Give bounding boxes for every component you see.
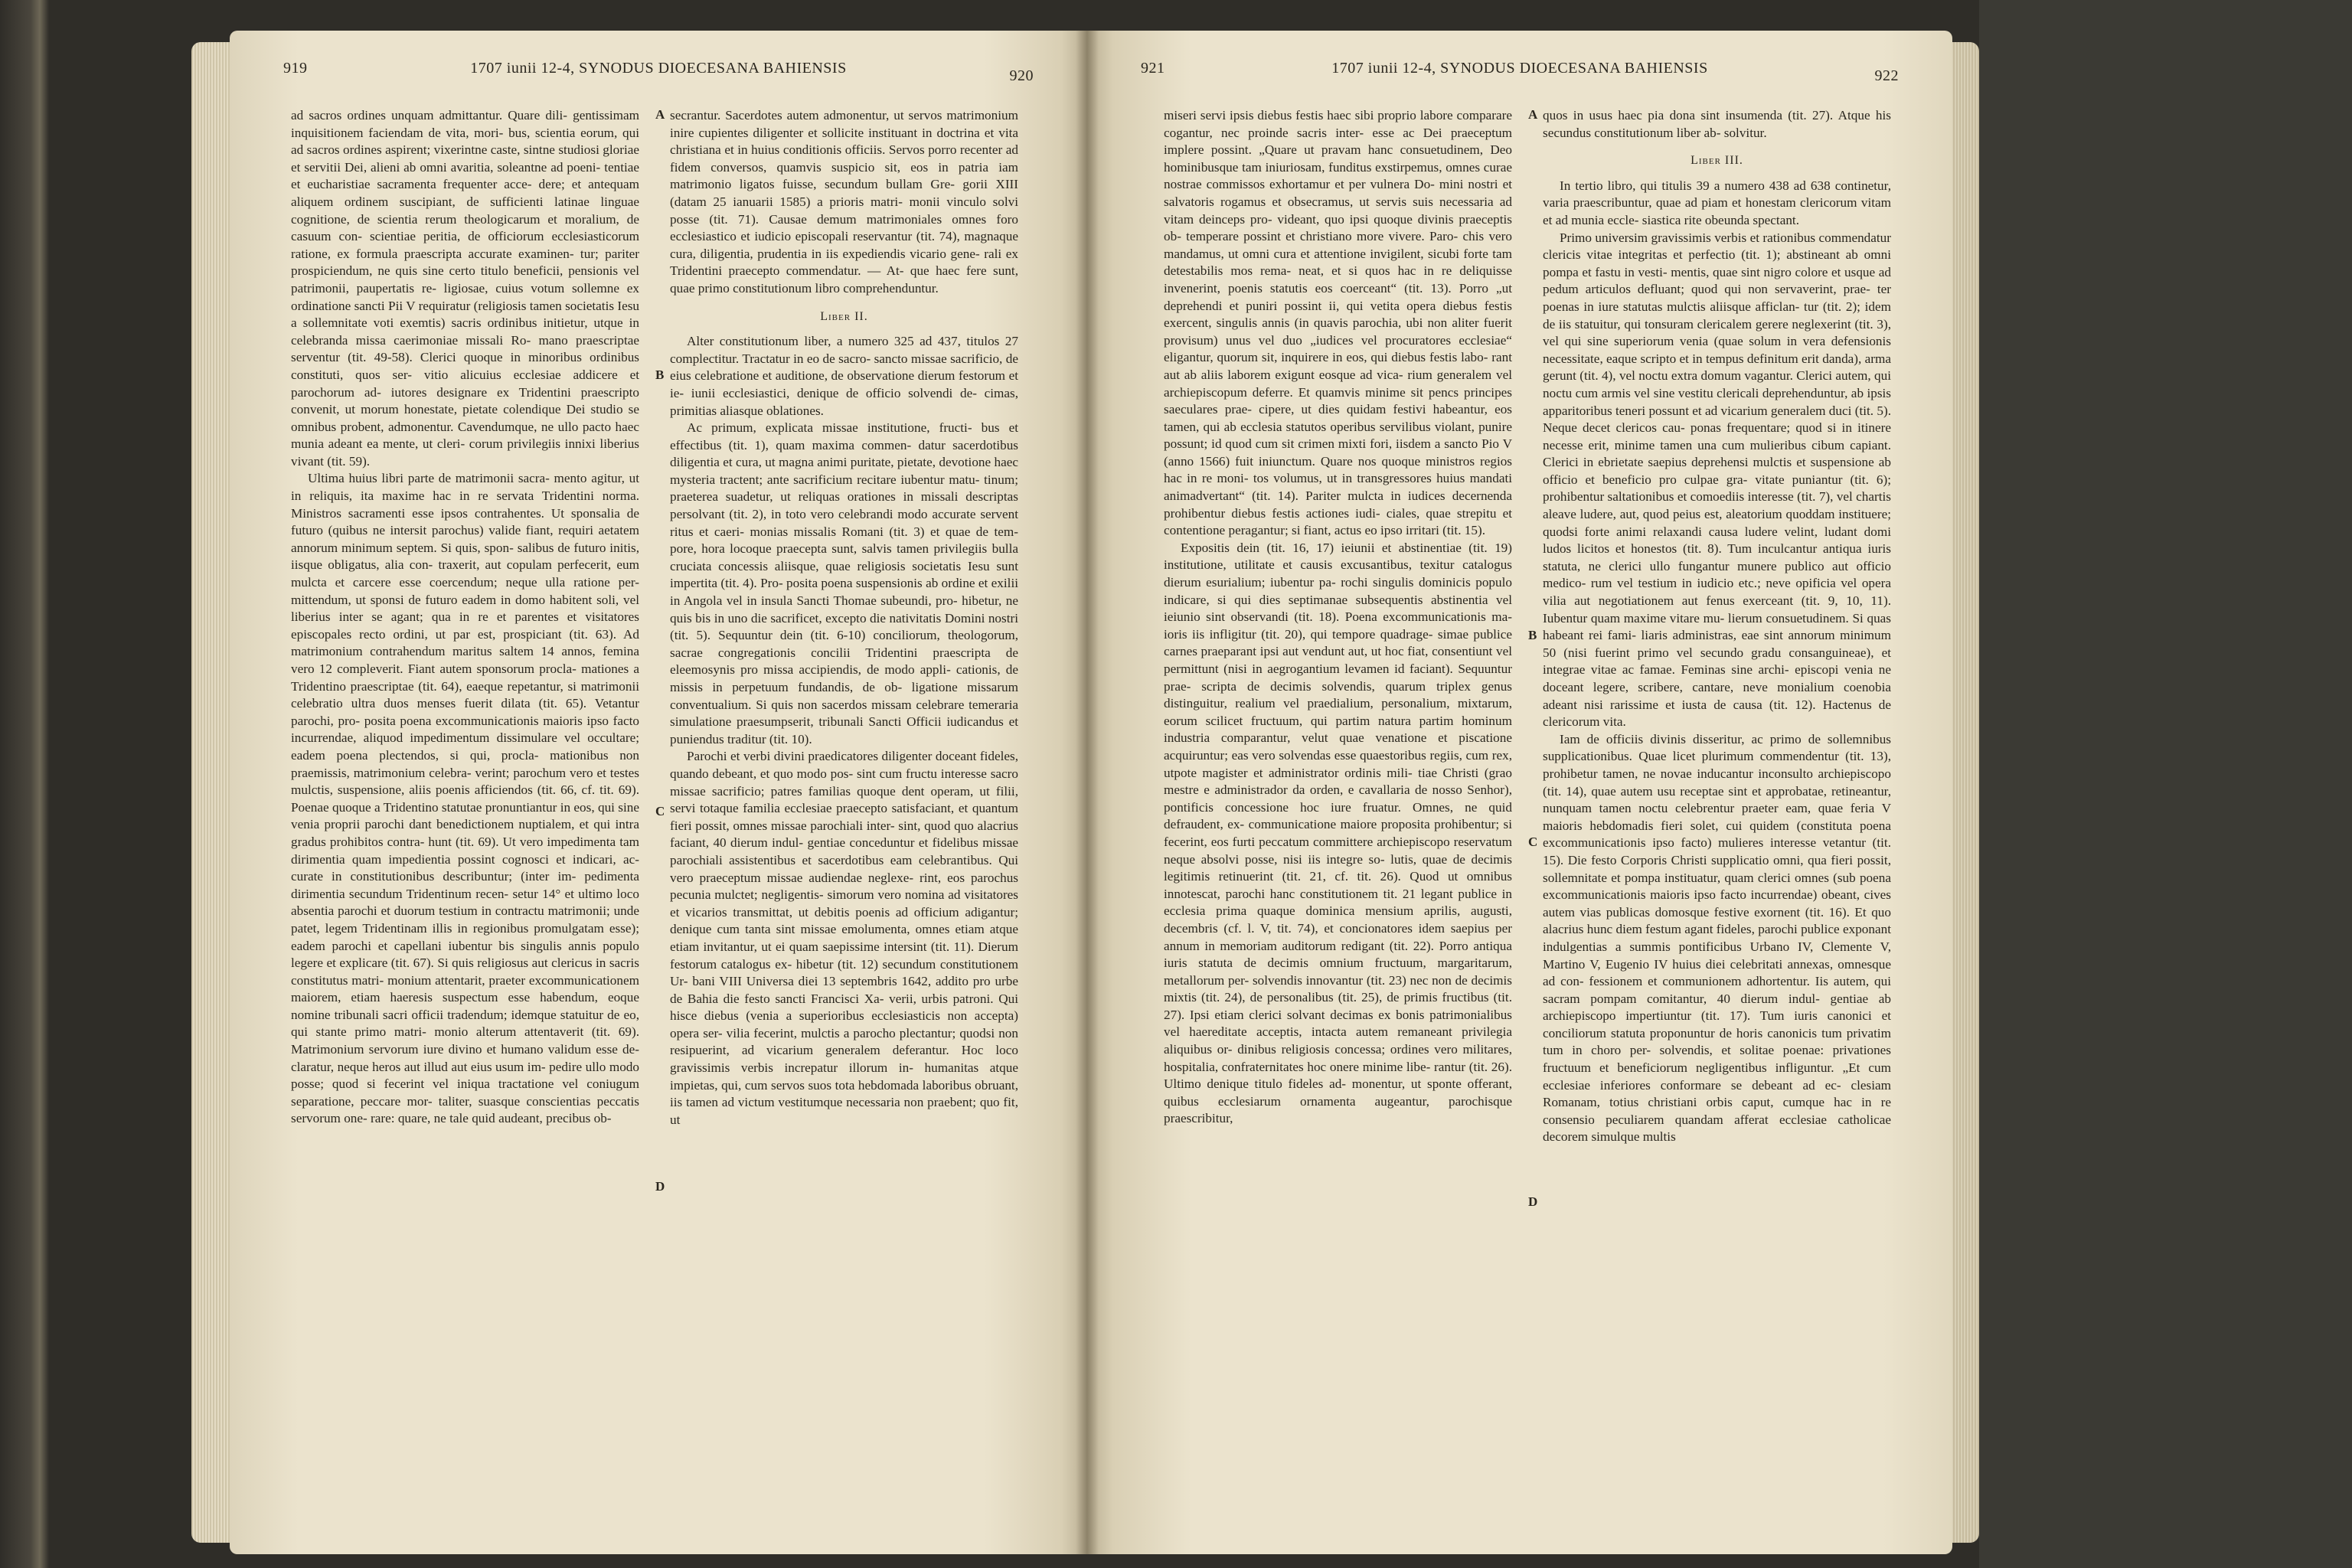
right-page (1087, 31, 1952, 1554)
page-number: 921 (1141, 60, 1165, 77)
paragraph: Iam de officiis divinis disseritur, ac primo de sollemnibus supplicationibus. Quae licet plurimum commendentur (tit. 13), prohibetur tamen, ne novae inducantur inconsulto archiepiscopo (tit. 14), quae autem usu receptae sint et approbatae, retineantur, nunquam tamen noctu celebrentur praeter eam, quae feria V maioris hebdomadis fieri solet, cui quidem (constituta poena excommunicationis ipso facto) mulieres interesse vetantur (tit. 15). Die festo Corporis Christi supplicatio omni, qua fieri possit, sollemnitate et pompa instituatur, quam clerici omnes (sub poena excommunicationis maioris ipso facto incurrendae) obeant, cives autem vias publicas domosque festive exornent (tit. 16). Et quo alacrius hunc diem festum agant fideles, parochi publice exponant indulgentias a summis pontificibus Urbano IV, Clemente V, Martino V, Eugenio IV huius diei celebritati annexas, omnesque ad con- fessionem et communionem adhortentur. Iis autem, qui sacram pompam comitantur, 40 dierum indul- gentiae ab archiepiscopo impertiuntur (tit. 17). Tum iuris canonici et conciliorum statuta proponuntur de horis canonicis tum privatim tum in choro per- solvendis, et solitae poenae: privationes fructuum et beneficiorum negligentibus infliguntur. „Et cum ecclesiae inferiores conformare se debeant ad ec- clesiam Romanam, totius christiani orbis caput, cumque hac in re consensio peculiarem quandam afferat ecclesiae catholicae decorem simulque multis (1543, 731, 1891, 1145)
margin-marker: D (1528, 1194, 1538, 1209)
margin-marker: A (655, 107, 665, 122)
book-cover-right (1979, 0, 2352, 1568)
page-number: 920 (1009, 67, 1034, 84)
text-column-right (1543, 107, 1891, 1146)
paragraph: secrantur. Sacerdotes autem admonentur, ut servos matrimonium inire cupientes diligenter et sollicite instituant in doctrina et vita christiana et in huius conditionis officiis. Servos porro recenter ad fidem conversos, quamvis suspicio sit, eos in patria iam matrimonio ligatos fuisse, secundum bullam Gre- gorii XIII (datam 25 ianuarii 1585) a prioris matri- monii vinculo solvi posse (tit. 71). Causae demum matrimoniales omnes foro ecclesiastico et iudicio episcopali reservantur (tit. 74), magnaque cura, diligentia, prudentia in iis expediendis vicario gene- rali ex Tridentini praecepto commendatur. — At- que haec fere sunt, quae primo constitutionum libro comprehenduntur. (670, 108, 1018, 296)
running-title: 1707 iunii 12-4, SYNODUS DIOECESANA BAHIENSIS (1331, 60, 1708, 77)
right-page-edges (1949, 42, 1979, 1543)
paragraph: Ultima huius libri parte de matrimonii sacra- mento agitur, ut in reliquis, ita maxime hac in re servata Tridentini norma. Ministros sacramenti esse ipsos contrahentes. Ut sponsalia de futuro (quibus ne intersit parochus) valide fiant, requiri aetatem annorum minimum septem. Si quis, spon- salibus de futuro initis, iisque obligatus, alia con- traxerit, aut copulam perfecerit, eum mulcta et carcere esse coercendum; neque ulla ratione per- mittendum, ut sponsi de futuro eadem in domo habitent soli, vel liberius inter se agant; qua in re et parentes et visitatores episcopales recto ordini, ut par est, prospiciant (tit. 63). Ad matrimonium contrahendum maritus saltem 14 annos, femina vero 12 compleverit. Fiant autem sponsorum procla- mationes a Tridentino praescriptae (tit. 64), eaeque repetantur, si matrimonii celebratio ultra duos menses fuerit dilata (tit. 65). Vetantur parochi, pro- posita poena excommunicationis maioris ipso facto incurrendae, aliquod impedimentum dissimulare vel occultare; eadem poena plectendos, si qui, procla- mationibus non praemissis, matrimonium celebra- verint; parochum vero et testes mulctis, suspensione, aliis poenis afficiendos (tit. 66, cf. tit. 69). Poenae quoque a Tridentino statutae pronuntiantur in eos, qui sine venia proprii parochi dant benedictionem nuptialem, et qui intra gradus prohibitos contra- hunt (tit. 69). Ut vero impedimenta tam dirimentia quam impedientia possint cognosci et indicari, ac- curate in constitutionibus describuntur; (inter im- pedimenta dirimentia secundum Tridentinum recen- setur 14° et ultimo loco absentia parochi et duorum testium in contractu matrimonii; unde patet, legem Tridentinam illis in regionibus promulgatam esse); eadem parochi et capellani iubentur bis singulis annis populo legere et explicare (tit. 67). Si quis religiosus aut clericus in sacris constitutus matri- monium attentarit, praeter excommunicationem maiorem, etiam haeresis suspectum esse habendum, eoque nomine tribunali sacri officii tradendum; idemque statuitur de eo, qui stante primo matri- monio alterum attentaverit (tit. 69). Matrimonium servorum iure divino et humano validum esse de- claratur, neque heros aut illud aut eius usum im- pedire ullo modo posse; quod si fecerint vel iniqua tractatione vel coniugum separatione, peccare mor- taliter, suasque conscientias peccatis servorum one- rare: quare, ne tale quid audeant, precibus ob- (291, 471, 639, 1126)
paragraph: Ac primum, explicata missae institutione, fructi- bus et effectibus (tit. 1), quam maxima commen- datur sacerdotibus diligentia et cura, ut magna animi puritate, pietate, devotione haec mysteria tractent; ante sacrificium recitare iubentur matu- tinum; praeterea suadetur, ut reliquas orationes in missali descriptas persolvant (tit. 2), in toto vero celebrandi modo accurate servent ritus et caeri- monias missalis Romani (tit. 3) et quae de tem- pore, hora locoque praecepta sunt, salvis tamen privilegiis bulla cruciata concessis aliisque, quae religiosis societatis Iesu sunt impertita (tit. 4). Pro- posita poena suspensionis ab ordine et exilii in Angola vel in insula Sancti Thomae subeundi, pro- hibetur, ne quis bis in uno die sacrificet, excepto die nativitatis Domini nostri (tit. 5). Sequuntur dein (tit. 6-10) conciliorum, theologorum, sacrae congregationis concilii Tridentini praescripta de eleemosynis pro missa accipiendis, de modo appli- cationis, de missis in perpetuum fundandis, de ob- ligatione missarum conventualium. Si quis non sacerdos missam celebrare temeraria simulatione praesumpserit, tribunali Sancti Officii iudicandus et puniendus traditur (tit. 10). (670, 420, 1018, 746)
margin-marker: A (1528, 107, 1538, 122)
page-number: 922 (1874, 67, 1899, 84)
margin-marker: D (655, 1179, 665, 1194)
paragraph: Parochi et verbi divini praedicatores diligenter doceant fideles, quando debeant, et quo modo pos- sint cum fructu interesse sacro missae sacrificio; patres familias quoque dent operam, ut filii, servi totaque familia ecclesiae praecepto satisfaciant, et quantum fieri possit, omnes missae parochiali inter- sint, quod quo alacrius faciant, 40 dierum indul- gentiae conceduntur et fidelibus missae parochiali assistentibus et sacerdotibus eam celebrantibus. Qui vero praeceptum missae audiendae neglexe- rint, eos parochus pecunia mulctet; negligentis- simorum vero nomina ad visitatores et vicarios transmittat, ut debitis poenis ad officium adigantur; denique cum tanta sint missae emolumenta, omnes etiam atque etiam invitantur, ut ei quam saepissime intersint (tit. 11). Dierum festorum catalogus ex- hibetur (tit. 12) secundum constitutionem Ur- bani VIII Universa diei 13 septembris 1642, addito pro urbe de Bahia die festo sancti Francisci Xa- verii, urbis patroni. Qui hisce diebus (venia a superioribus ecclesiasticis non accepta) opera ser- vilia fecerint, mulctis a parocho plectantur; quodsi non resipuerint, ad vicarium generalem deferantur. Hoc loco gravissimis verbis increpatur illorum in- humanitas atque impietas, qui, cum servos suos tota hebdomada laboribus obruant, iis tamen ad victum vestitumque necessaria non praebent; quo fit, ut (670, 749, 1018, 1127)
left-page (230, 31, 1087, 1554)
paragraph: miseri servi ipsis diebus festis haec sibi proprio labore comparare cogantur, nec proinde sacris inter- esse ac Dei praeceptum implere possint. „Quare ut pravam hanc consuetudinem, Deo hominibusque tam iniuriosam, funditus exstirpemus, omnes curae nostrae commissos exhortamur et per vulnera Do- mini nostri et salvatoris rogamus et obsecramus, ut servis suis necessaria ad vitam deinceps pro- videant, quo ipsi quoque divinis praeceptis ob- temperare possint et christiano more vivere. Paro- chis vero mandamus, ut omni cura et attentione invigilent, sicubi forte tam detestabilis mos rema- neat, et si quos hac in re deliquisse invenerint, poenis statutis eos coerceant“ (tit. 13). Porro „ut deprehendi et puniri possint ii, qui vetita opera diebus festis exercent, singulis annis (in quavis parochia, ubi non aliter fuerit provisum) unus vel duo „iudices vel procuratores ecclesiae“ eligantur, quorum sit, inquirere in eos, qui diebus festis labo- rant aut ab aliis laborem exigunt eosque ad vica- rium generalem vel archiepiscopum deferre. Et quamvis minime sit pencs principes saeculares prae- cipere, ut dies quidam festivi habeantur, eos tamen, qui ab ecclesia statutos operibus servilibus violant, punire possunt; id quod cum sit crimen mixti fori, iisdem a sancto Pio V (anno 1566) fuit iniunctum. Quare nos quoque ministros regios hac in re moni- tos volumus, ut in transgressores huius mandati animadvertant“ (tit. 14). Pariter mulcta in iudices decernenda prohibentur diebus festis actiones iudi- ciales, quae strepitu et contentione peragantur; si fiant, actus eo ipso irritari (tit. 15). (1164, 108, 1512, 538)
margin-marker: C (655, 804, 665, 818)
left-page-edges (191, 42, 234, 1543)
book-gutter (1076, 31, 1099, 1554)
running-title: 1707 iunii 12-4, SYNODUS DIOECESANA BAHIENSIS (470, 60, 847, 77)
paragraph: In tertio libro, qui titulis 39 a numero 438 ad 638 continetur, varia praescribuntur, quae ad piam et honestam clericorum vitam et ad munia eccle- siastica rite obeunda spectant. (1543, 178, 1891, 227)
text-column-left (291, 107, 639, 1128)
text-column-left (1164, 107, 1512, 1128)
running-header (1141, 60, 1899, 90)
text-column-right (670, 107, 1018, 1129)
margin-marker: B (655, 368, 665, 382)
section-heading: Liber III. (1690, 154, 1743, 168)
paragraph: Primo universim gravissimis verbis et rationibus commendatur clericis vitae integritas et perfectio (tit. 1); abstineant ab omni pompa et fastu in vesti- mentis, quae sint nigro colore et usque ad pedum articulos defluant; quod qui non servaverint, prae- ter poenas in iure statutas mulctis aliisque afficlan- tur (tit. 2); idem de iis statuitur, qui tonsuram clericalem gerere neglexerint (tit. 3), vel qui sine superiorum venia (quae solum in vera defensionis necessitate, eaque scripto et in tempus definitum erit danda), arma gerunt (tit. 4), vel noctu extra domum vagantur. Clerici autem, qui noctu cum armis vel sine vestitu clericali deprehenduntur, ab ipsis apparitoribus teneri possunt et ad vicarium generalem duci (tit. 5). Neque decet clericos cau- ponas frequentare; quod si in itinere necesse erit, minime tamen una cum mulieribus cibum capiant. Clerici in ebrietate saepius deprehensi mulctis et suspensione ab officio et beneficio pro culpae gra- vitate puniantur (tit. 6); prohibentur saltationibus et comoediis interesse (tit. 7), vel chartis aleave ludere, aut, quod peius est, aleatorium quoddam instituere; quodsi forte animi relaxandi causa ludere velint, ludant domi ludos licitos et honestos (tit. 8). Tum inculcantur antiqua iuris statuta, ne clerici ullo fungantur munere publico aut officio medico- rum vel testium in iudicio etc.; neve opificia vel opera vilia aut negotiationem aut fenus exerceant (tit. 9, 10, 11). Iubentur quam maxime vitare mu- lierum consuetudinem. Si quas habeant rei fami- liaris administras, eae sint annorum minimum 50 (nisi fuerint primo vel secundo gradu consanguineae), et integrae vitae ac famae. Feminas sine archi- episcopi venia ne doceant legere, scribere, cantare, neve monialium coenobia adeant nisi rarissime et iusta de causa (tit. 12). Hactenus de clericorum vita. (1543, 230, 1891, 730)
margin-marker: C (1528, 835, 1538, 849)
paragraph: quos in usus haec pia dona sint insumenda (tit. 27). Atque his secundus constitutionum liber ab- solvitur. (1543, 108, 1891, 140)
margin-marker: B (1528, 628, 1537, 642)
paragraph: Alter constitutionum liber, a numero 325 ad 437, titulos 27 complectitur. Tractatur in eo de sacro- sancto missae sacrificio, de eius celebratione et auditione, de observatione dierum festorum et ie- iunii ecclesiastici, denique de officio solvendi de- cimas, primitias aliasque oblationes. (670, 334, 1018, 418)
running-header (283, 60, 1034, 90)
page-number: 919 (283, 60, 308, 77)
paragraph: Expositis dein (tit. 16, 17) ieiunii et abstinentiae (tit. 19) institutione, utilitate et causis excusantibus, texitur catalogus dierum esurialium; iubentur pa- rochi singulis dominicis populo indicare, si qui dies septimanae subsequentis abstinentia vel ieiunio sint observandi (tit. 18). Poena excommunicationis ma- ioris iis infligitur (tit. 20), qui tempore quadrage- simae publice carnes praeparant ipsi aut vendunt aut, ut hoc fiat, consentiunt vel permittunt (nisi in aegrogantium levamen id faciant). Sequuntur prae- scripta de decimis solvendis, quarum triplex genus distinguitur, realium vel praedialium, personalium, mixtarum, eorum scilicet fructuum, qui partim natura partim hominum industria comparantur, velut quae venatione et piscatione acquiruntur; eas vero solvendas esse quaestoribus regiis, cum rex, utpote magister et administrator ordinis mili- tiae Christi (grao mestre e administrador da orden, e cavallaria de nosso Senhor), pontificis concessione hoc iure fruatur. Omnes, ne quid defraudent, ex- communicatione maiore proposita prohibentur; si fecerint, eos furti peccatum committere archiepiscopo reservatum neque absolvi posse, nisi iis integre so- lutis, quae de decimis legitimis retinuerint (tit. 21, cf. tit. 26). Quod ut omnibus innotescat, parochi hanc constitutionem tit. 21 legant publice in ecclesia prima quaque dominica mensium aprilis, augusti, decembris (cf. l. V, tit. 74), et concionatores idem saepius per annum in memoriam auditorum redigant (tit. 22). Porro antiqua iuris statuta de decimis omnium fructuum, margaritarum, metallorum per- solvendis innovantur (tit. 23) nec non de decimis mixtis (tit. 24), de personalibus (tit. 25), de primis fructibus (tit. 27). Ipsi etiam clerici solvant decimas ex bonis patrimonialibus vel haereditate acceptis, intacta autem remaneant privilegia aliquibus or- dinibus religiosis concessa; ordines vero militares, hospitalia, confraternitates hoc onere minime libe- rantur (tit. 26). Ultimo denique titulo fideles ad- monentur, ut sponte offerant, quibus ecclesiarum ornamenta augeantur, parochisque praescribitur, (1164, 540, 1512, 1126)
paragraph: ad sacros ordines unquam admittantur. Quare dili- gentissimam inquisitionem faciendam de vita, mori- bus, scientia eorum, qui ad sacros ordines aspirent; vixerintne caste, sintne studiosi gloriae et servitii Dei, alieni ab omni avaritia, soleantne ad poeni- tentiae et eucharistiae sacramenta frequenter acce- dere; et antequam aliquem ordinem suscipiant, de sufficienti latinae linguae cognitione, de scientia rerum theologicarum et moralium, de casuum con- scientiae peritia, de officiorum ecclesiasticorum ratione, ex formula praescripta accurate examinen- tur; pariter prospiciendum, ne quis sine certo titulo beneficii, pensionis vel patrimonii, paupertatis re- ligiosae, cuius votum sollemne ex ordinatione sancti Pii V requiratur (religiosis tamen societatis Iesu a sollemnitate voti exemtis) sacris ordinibus initietur, utque in celebranda missa caerimoniae missali Ro- mano praescriptae serventur (tit. 49-58). Clerici quoque in minoribus ordinibus constituti, quos ser- vitio alicuius ecclesiae addicere et parochorum ad- iutores designare ex Tridentini praescripto convenit, ut morum honestate, pietate colendique Dei studio se omnibus probent, admonentur. Cavendumque, ne ullo pacto haec munia adeant ea mente, ut cleri- corum privilegiis innixi liberius vivant (tit. 59). (291, 108, 639, 469)
section-heading: Liber II. (820, 309, 868, 323)
